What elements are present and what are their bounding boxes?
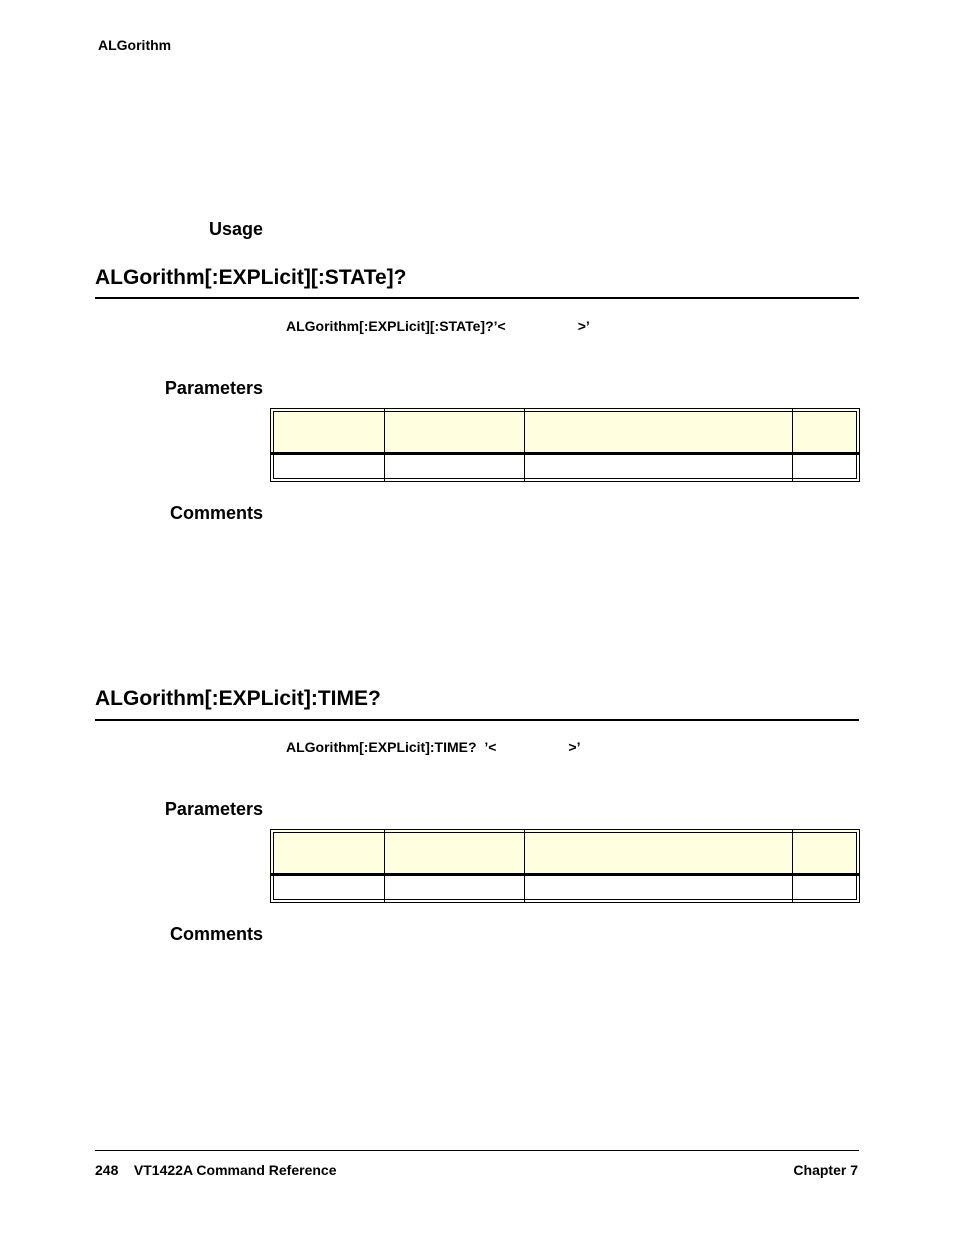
- section-rule: [95, 719, 859, 721]
- usage-label: Usage: [208, 219, 263, 239]
- section-rule: [95, 297, 859, 299]
- table-header-row: [271, 409, 859, 455]
- command-title: ALGorithm[:EXPLicit][:STATe]?: [95, 266, 407, 289]
- chapter-label: Chapter 7: [793, 1162, 858, 1178]
- table-cell: [271, 455, 384, 481]
- table-cell: [384, 876, 524, 902]
- parameters-label: Parameters: [164, 799, 263, 819]
- parameters-table: [270, 829, 860, 903]
- syntax-prefix: ALGorithm[:EXPLicit]:TIME? ’<: [286, 739, 497, 755]
- table-header-cell: [271, 830, 384, 876]
- parameters-table: [270, 408, 860, 482]
- running-head: ALGorithm: [98, 37, 172, 53]
- table-row: [271, 876, 859, 902]
- table-header-cell: [524, 409, 792, 455]
- footer-left: [95, 1162, 336, 1178]
- table-header-cell: [384, 409, 524, 455]
- table-header-cell: [792, 409, 859, 455]
- syntax-suffix: >’: [577, 318, 590, 334]
- table-cell: [524, 455, 792, 481]
- parameters-label: Parameters: [164, 378, 263, 398]
- table-header-cell: [384, 830, 524, 876]
- command-syntax: [286, 318, 590, 334]
- table-cell: [792, 455, 859, 481]
- table-header-row: [271, 830, 859, 876]
- table-cell: [271, 876, 384, 902]
- footer-rule: [95, 1150, 859, 1151]
- table-header-cell: [524, 830, 792, 876]
- page-number: 248: [95, 1162, 119, 1178]
- table-cell: [384, 455, 524, 481]
- command-syntax: [286, 739, 580, 755]
- comments-label: Comments: [169, 503, 263, 523]
- table-header-cell: [792, 830, 859, 876]
- table-row: [271, 455, 859, 481]
- table-cell: [792, 876, 859, 902]
- table-cell: [524, 876, 792, 902]
- comments-label: Comments: [169, 924, 263, 944]
- syntax-suffix: >’: [568, 739, 581, 755]
- table-header-cell: [271, 409, 384, 455]
- command-title: ALGorithm[:EXPLicit]:TIME?: [95, 687, 381, 710]
- syntax-prefix: ALGorithm[:EXPLicit][:STATe]?’<: [286, 318, 506, 334]
- book-title: VT1422A Command Reference: [133, 1162, 337, 1178]
